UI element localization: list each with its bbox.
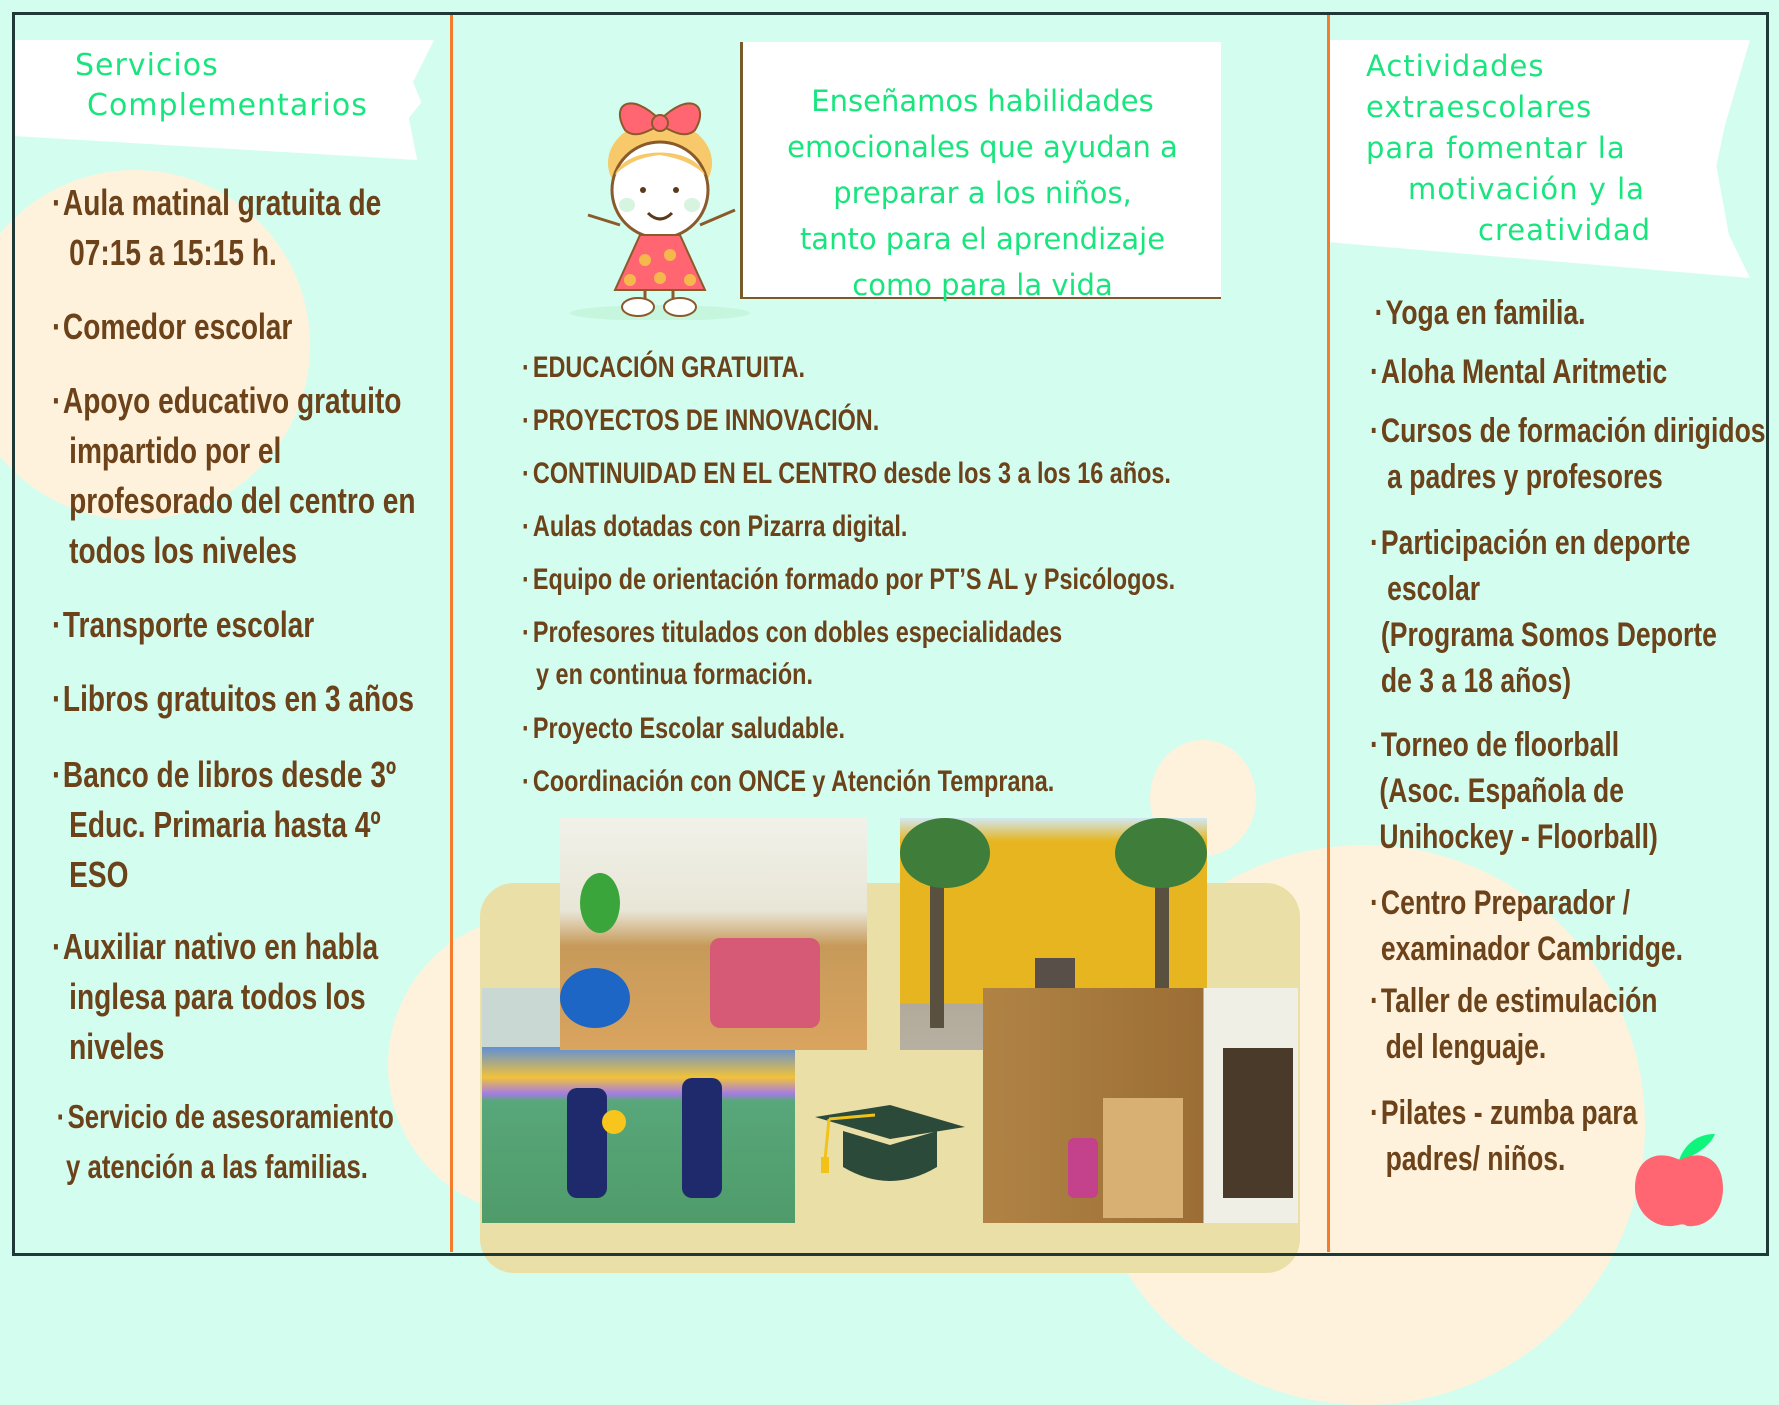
right-title-line: Actividades	[1366, 49, 1545, 83]
list-item: · Aulas dotadas con Pizarra digital.	[522, 510, 908, 543]
list-item: ·Transporte escolar	[52, 604, 315, 645]
list-item: ·Cursos de formación dirigidos a padres y profesores	[1370, 412, 1766, 496]
list-item: ·Banco de libros desde 3º Educ. Primaria hasta 4º ESO	[52, 754, 397, 895]
sign-line: preparar a los niños,	[833, 176, 1132, 210]
classroom-photo	[560, 818, 867, 1050]
list-item: ·Servicio de asesoramiento y atención a las familias.	[56, 1098, 394, 1185]
list-item: · EDUCACIÓN GRATUITA.	[522, 351, 806, 384]
list-item: ·Yoga en familia.	[1374, 294, 1586, 332]
list-item: ·Aula matinal gratuita de 07:15 a 15:15 h.	[52, 182, 382, 273]
left-title-line-1: Servicios	[75, 48, 219, 83]
panel-divider-left	[450, 14, 453, 1252]
list-item: · Coordinación con ONCE y Atención Temprana.	[522, 765, 1055, 798]
left-title-line-2: Complementarios	[87, 88, 368, 123]
library-photo	[983, 988, 1298, 1223]
list-item: ·Torneo de floorball (Asoc. Española de Unihockey - Floorball)	[1370, 726, 1658, 856]
list-item: ·Aloha Mental Aritmetic	[1370, 353, 1668, 391]
list-item: ·Centro Preparador / examinador Cambridge.	[1370, 884, 1684, 968]
panel-divider-right	[1327, 14, 1330, 1252]
right-title-line: creatividad	[1478, 213, 1652, 247]
list-item: ·Apoyo educativo gratuito impartido por el profesorado del centro en todos los niveles	[52, 380, 416, 571]
list-item: ·Pilates - zumba para padres/ niños.	[1370, 1094, 1638, 1178]
right-panel-title	[1366, 46, 1651, 251]
graduation-cap-icon	[815, 1105, 965, 1187]
list-item: · Proyecto Escolar saludable.	[522, 712, 846, 745]
list-item: · PROYECTOS DE INNOVACIÓN.	[522, 404, 880, 437]
sign-line: tanto para el aprendizaje	[799, 222, 1166, 256]
apple-icon	[1635, 1130, 1730, 1230]
list-item: ·Taller de estimulación del lenguaje.	[1370, 982, 1658, 1066]
girl-character-illustration	[570, 85, 750, 320]
right-title-line: para fomentar la	[1366, 131, 1626, 165]
list-item: ·Participación en deporte escolar (Programa Somos Deporte de 3 a 18 años)	[1370, 524, 1717, 700]
list-item: · CONTINUIDAD EN EL CENTRO desde los 3 a los 16 años.	[522, 457, 1171, 490]
right-title-line: extraescolares	[1366, 90, 1593, 124]
list-item: · Profesores titulados con dobles especialidades y en continua formación.	[522, 616, 1063, 691]
left-panel-title	[75, 46, 368, 126]
sign-text	[745, 78, 1220, 308]
sign-line: como para la vida	[852, 268, 1113, 302]
right-title-line: motivación y la	[1408, 172, 1645, 206]
list-item: ·Libros gratuitos en 3 años	[52, 678, 414, 719]
list-item: · Equipo de orientación formado por PT’S AL y Psicólogos.	[522, 563, 1176, 596]
sign-line: emocionales que ayudan a	[787, 130, 1178, 164]
sign-line: Enseñamos habilidades	[811, 84, 1154, 118]
list-item: ·Comedor escolar	[52, 306, 293, 347]
list-item: ·Auxiliar nativo en habla inglesa para todos los niveles	[52, 926, 379, 1067]
